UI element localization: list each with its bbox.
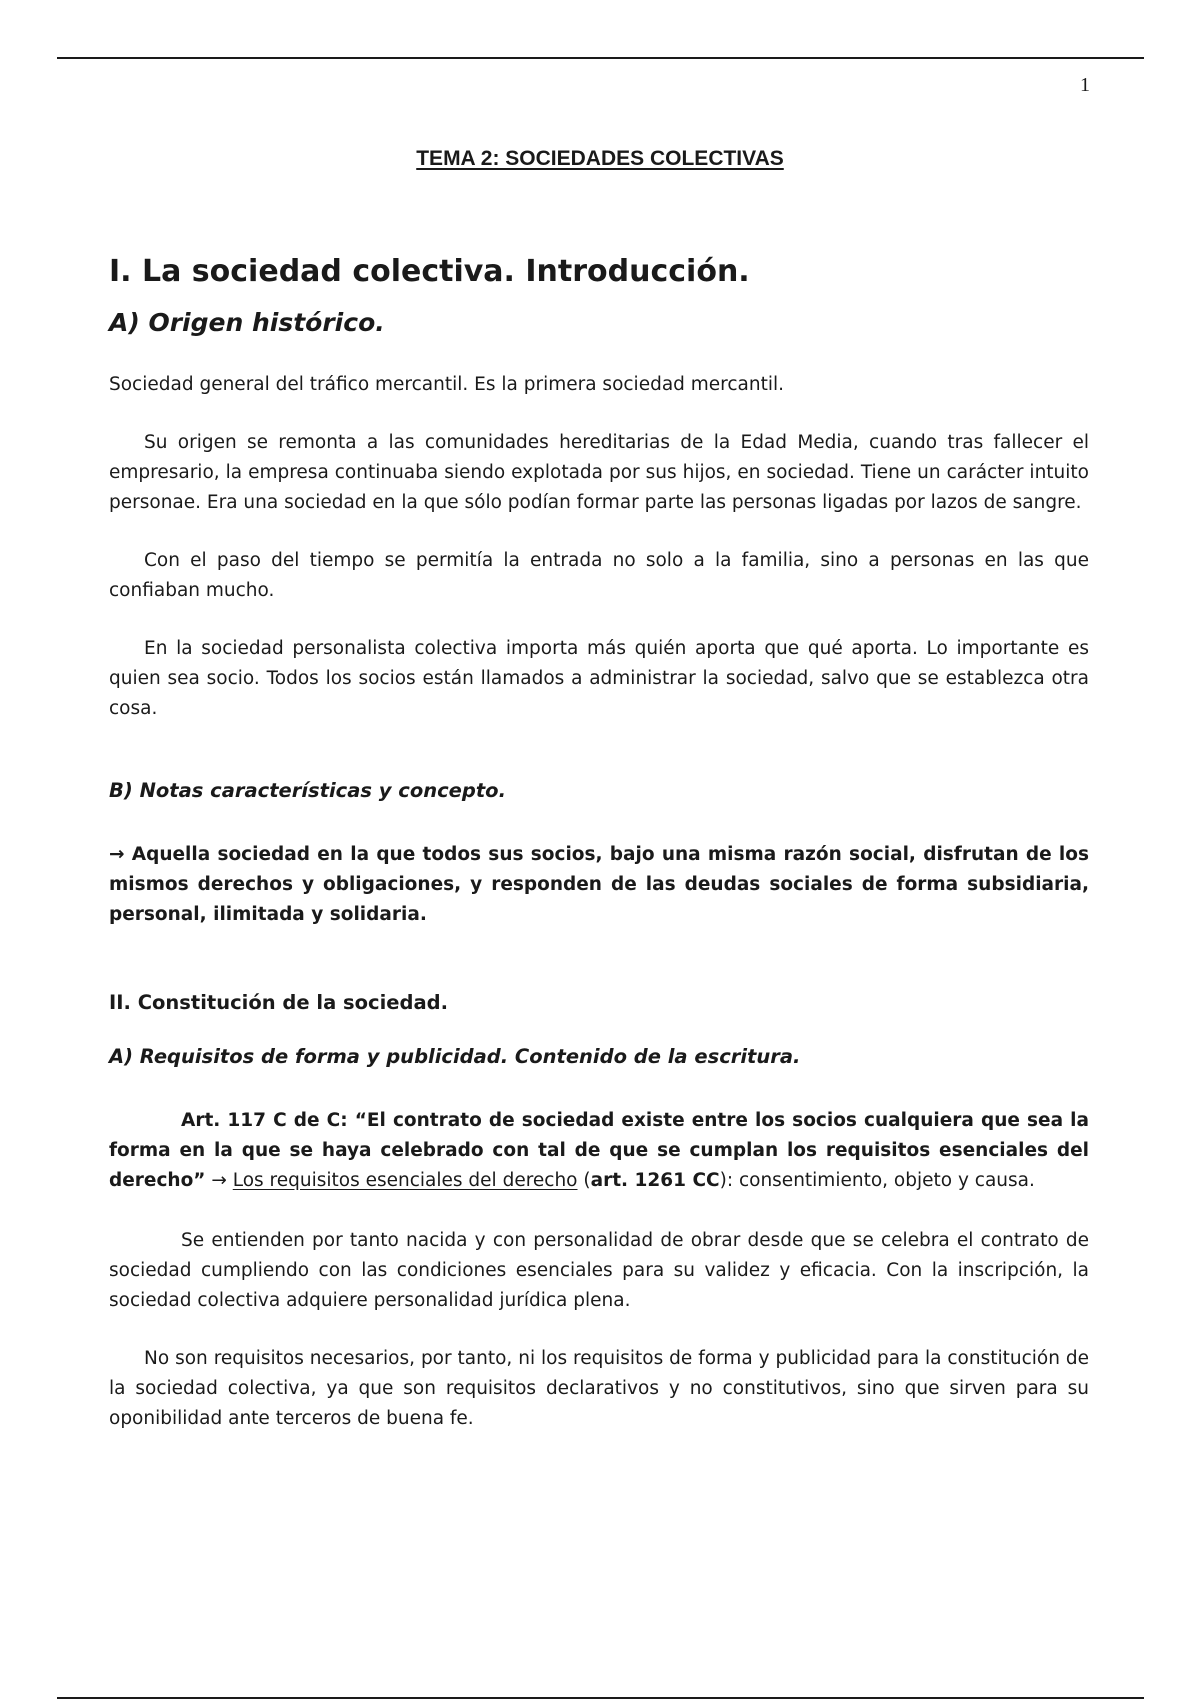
paragraph-origin-evolution: Con el paso del tiempo se permitía la entrada no solo a la familia, sino a personas en las que confiaban mucho. bbox=[109, 550, 1089, 601]
document-title-text: TEMA 2: SOCIEDADES COLECTIVAS bbox=[416, 147, 784, 170]
article-1261-tail: ): consentimiento, objeto y causa. bbox=[719, 1170, 1035, 1191]
page-number: 1 bbox=[1080, 74, 1090, 96]
document-title bbox=[0, 147, 1200, 171]
section-1-heading: I. La sociedad colectiva. Introducción. bbox=[109, 254, 750, 289]
section-1b-heading: B) Notas características y concepto. bbox=[109, 779, 506, 802]
essential-requirements-text: Los requisitos esenciales del derecho bbox=[232, 1170, 578, 1191]
paragraph-origin-intro: Sociedad general del tráfico mercantil. Es la primera sociedad mercantil. bbox=[109, 374, 785, 395]
footer-rule bbox=[57, 1697, 1144, 1699]
section-2a-heading: A) Requisitos de forma y publicidad. Contenido de la escritura. bbox=[109, 1045, 801, 1068]
paragraph-form-requirements: No son requisitos necesarios, por tanto, ni los requisitos de forma y publicidad para la constitución de la sociedad colectiva, ya que son requisitos declarativos y no constitutivos, sino que sirven para su oponibilidad ante terceros de buena fe. bbox=[109, 1348, 1089, 1429]
article-117-quote: Art. 117 C de C: “El contrato de sociedad existe entre los socios cualquiera que sea la forma en la que se haya celebrado con tal de que se cumplan los requisitos esenciales del derecho” bbox=[109, 1110, 1089, 1191]
header-rule bbox=[57, 57, 1144, 59]
paragraph-origin-history: Su origen se remonta a las comunidades hereditarias de la Edad Media, cuando tras fallecer el empresario, la empresa continuaba siendo explotada por sus hijos, en sociedad. Tiene un carácter intuito personae. Era una sociedad en la que sólo podían formar parte las personas ligadas por lazos de sangre. bbox=[109, 432, 1089, 513]
document-body bbox=[109, 252, 1089, 1434]
article-1261-reference: art. 1261 CC bbox=[590, 1170, 720, 1191]
section-2-heading: II. Constitución de la sociedad. bbox=[109, 991, 448, 1014]
article-117-paragraph bbox=[109, 1106, 1089, 1196]
paragraph-legal-personality: Se entienden por tanto nacida y con personalidad de obrar desde que se celebra el contrato de sociedad cumpliendo con las condiciones esenciales para su validez y eficacia. Con la inscripción, la sociedad colectiva adquiere personalidad jurídica plena. bbox=[109, 1230, 1089, 1311]
definition-paragraph: → Aquella sociedad en la que todos sus socios, bajo una misma razón social, disfrutan de los mismos derechos y obligaciones, y responden de las deudas sociales de forma subsidiaria, personal, ilimitada y solidaria. bbox=[109, 844, 1089, 925]
paragraph-origin-personalist: En la sociedad personalista colectiva importa más quién aporta que qué aporta. Lo importante es quien sea socio. Todos los socios están llamados a administrar la sociedad, salvo que se establezca otra cosa. bbox=[109, 638, 1089, 719]
arrow-glyph: → bbox=[205, 1170, 233, 1191]
section-1a-heading: A) Origen histórico. bbox=[109, 308, 385, 337]
paren-open: ( bbox=[577, 1170, 591, 1191]
